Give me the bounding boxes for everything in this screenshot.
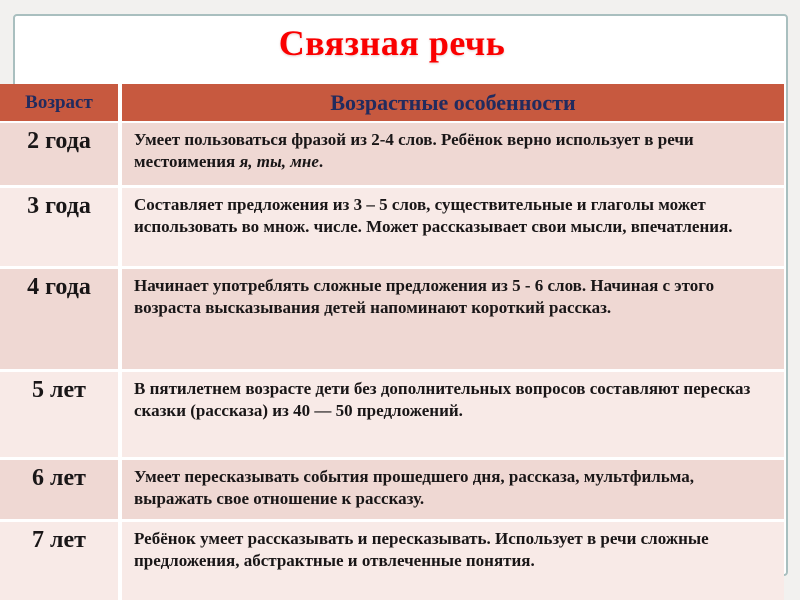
column-header-features: Возрастные особенности [330, 89, 576, 115]
table-header-row [0, 84, 784, 121]
speech-development-table [0, 84, 784, 600]
description-cell [122, 188, 784, 266]
age-cell: 3 года [0, 188, 122, 266]
description-text: В пятилетнем возрасте дети без дополнительных вопросов составляют пересказ сказки (рассказа) из 40 — 50 предложений. [134, 379, 751, 421]
age-cell: 4 года [0, 269, 122, 369]
table-row [0, 372, 784, 457]
age-cell: 5 лет [0, 372, 122, 457]
description-text: Ребёнок умеет рассказывать и пересказывать. Использует в речи сложные предложения, абстрактные и отвлеченные понятия. [134, 529, 709, 571]
description-text: . [318, 152, 324, 172]
description-italic-text: я, ты, мне [239, 152, 319, 172]
description-text: Умеет пользоваться фразой из 2-4 слов. Ребёнок верно использует в речи местоимения [134, 130, 694, 172]
age-cell: 6 лет [0, 460, 122, 519]
slide-title: Связная речь [278, 23, 506, 63]
age-cell: 7 лет [0, 522, 122, 600]
description-cell [122, 522, 784, 600]
table-row [0, 522, 784, 600]
description-cell [122, 269, 784, 369]
description-cell [122, 372, 784, 457]
table-row [0, 188, 784, 266]
table-row [0, 460, 784, 519]
table-row [0, 123, 784, 185]
table-body [0, 121, 784, 600]
description-cell [122, 123, 784, 185]
description-text: Умеет пересказывать события прошедшего дня, рассказа, мультфильма, выражать свое отношение к рассказу. [134, 467, 694, 509]
description-text: Начинает употреблять сложные предложения из 5 - 6 слов. Начиная с этого возраста высказывания детей напоминают короткий рассказ. [134, 276, 715, 318]
age-cell: 2 года [0, 123, 122, 185]
table-row [0, 269, 784, 369]
description-cell [122, 460, 784, 519]
column-header-age: Возраст [0, 84, 122, 121]
description-text: Составляет предложения из 3 – 5 слов, существительные и глаголы может использовать во множ. числе. Может рассказывает свои мысли, впечатления. [134, 195, 733, 237]
